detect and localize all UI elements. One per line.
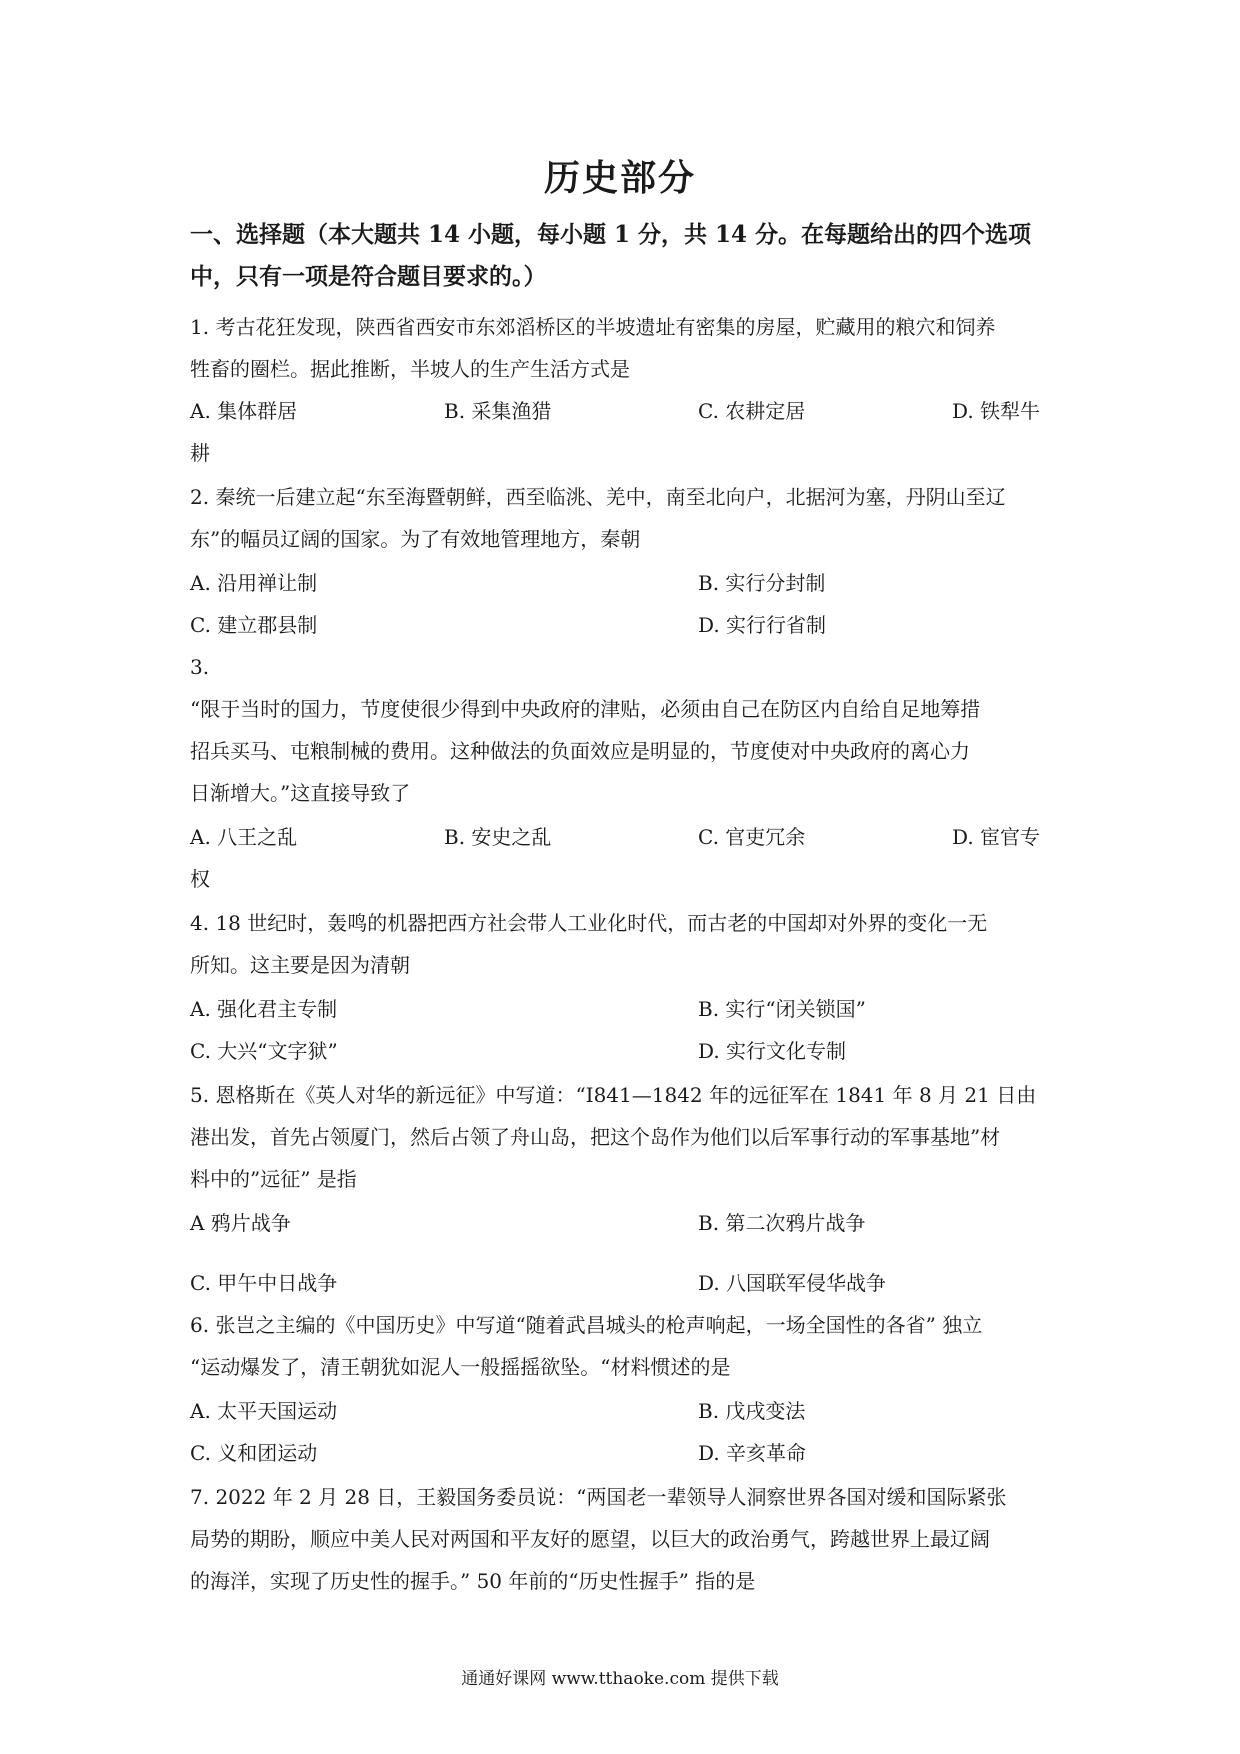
section-heading-line-1: 一、选择题（本大题共 14 小题，每小题 1 分，共 14 分。在每题给出的四个选项 xyxy=(190,221,1032,248)
question-4-option-d: D. 实行文化专制 xyxy=(698,1039,847,1063)
question-6-option-a: A. 太平天国运动 xyxy=(190,1399,338,1423)
question-5-line-3: 料中的”远征” 是指 xyxy=(190,1167,357,1191)
question-3-option-d: D. 宦官专 xyxy=(952,825,1041,849)
question-6-line-1: 6. 张岂之主编的《中国历史》中写道“随着武昌城头的枪声响起，一场全国性的各省” 独立 xyxy=(190,1313,983,1337)
question-2-option-c: C. 建立郡县制 xyxy=(190,613,318,637)
question-5-option-c: C. 甲午中日战争 xyxy=(190,1271,338,1295)
question-2-option-d: D. 实行行省制 xyxy=(698,613,827,637)
question-4-option-c: C. 大兴“文字狱” xyxy=(190,1039,338,1063)
question-5-line-2: 港出发，首先占领厦门，然后占领了舟山岛，把这个岛作为他们以后军事行动的军事基地”材 xyxy=(190,1125,1001,1149)
question-6-line-2: “运动爆发了，清王朝犹如泥人一般摇摇欲坠。“材料惯述的是 xyxy=(190,1355,731,1379)
question-5-option-a: A 鸦片战争 xyxy=(190,1211,291,1235)
question-3-option-c: C. 官吏冗余 xyxy=(698,825,806,849)
question-3-number: 3. xyxy=(190,655,210,679)
question-2-option-a: A. 沿用禅让制 xyxy=(190,571,318,595)
question-7-line-3: 的海洋，实现了历史性的握手。” 50 年前的“历史性握手” 指的是 xyxy=(190,1569,756,1593)
question-4-option-a: A. 强化君主专制 xyxy=(190,997,338,1021)
question-3-line-2: 招兵买马、屯粮制械的费用。这种做法的负面效应是明显的，节度使对中央政府的离心力 xyxy=(190,739,970,763)
question-1-option-d: D. 铁犁牛 xyxy=(952,399,1041,423)
question-6-option-d: D. 辛亥革命 xyxy=(698,1441,807,1465)
page-title: 历史部分 xyxy=(543,157,696,199)
question-3-option-b: B. 安史之乱 xyxy=(444,825,552,849)
question-5-option-b: B. 第二次鸦片战争 xyxy=(698,1211,866,1235)
question-2-line-2: 东”的幅员辽阔的国家。为了有效地管理地方，秦朝 xyxy=(190,527,641,551)
section-heading-line-2: 中，只有一项是符合题目要求的。） xyxy=(190,263,547,290)
question-5-line-1: 5. 恩格斯在《英人对华的新远征》中写道：“I841—1842 年的远征军在 1841 年 8 月 21 日由 xyxy=(190,1083,1037,1107)
question-7-line-1: 7. 2022 年 2 月 28 日，王毅国务委员说：“两国老一辈领导人洞察世界各国对缓和国际紧张 xyxy=(190,1485,1007,1509)
question-3-option-d-wrap: 权 xyxy=(190,867,210,891)
question-6-option-b: B. 戊戌变法 xyxy=(698,1399,806,1423)
question-7-line-2: 局势的期盼，顺应中美人民对两国和平友好的愿望，以巨大的政治勇气，跨越世界上最辽阔 xyxy=(190,1527,990,1551)
question-1-option-d-wrap: 耕 xyxy=(190,441,210,465)
question-6-option-c: C. 义和团运动 xyxy=(190,1441,318,1465)
question-1-option-a: A. 集体群居 xyxy=(190,399,298,423)
question-3-option-a: A. 八王之乱 xyxy=(190,825,298,849)
question-2-option-b: B. 实行分封制 xyxy=(698,571,826,595)
question-3-line-1: “限于当时的国力，节度使很少得到中央政府的津贴，必须由自己在防区内自给自足地筹措 xyxy=(190,697,981,721)
question-4-line-1: 4. 18 世纪时，轰鸣的机器把西方社会带人工业化时代，而古老的中国却对外界的变化一无 xyxy=(190,911,988,935)
question-4-option-b: B. 实行“闭关锁国” xyxy=(698,997,866,1021)
question-3-line-3: 日渐增大。”这直接导致了 xyxy=(190,781,411,805)
question-2-line-1: 2. 秦统一后建立起“东至海暨朝鲜，西至临洮、羌中，南至北向户，北据河为塞，丹阴山至辽 xyxy=(190,485,1006,509)
question-1-line-1: 1. 考古花狂发现，陕西省西安市东郊滔桥区的半坡遗址有密集的房屋，贮藏用的粮穴和饲养 xyxy=(190,315,996,339)
question-1-option-b: B. 采集渔猎 xyxy=(444,399,552,423)
question-1-option-c: C. 农耕定居 xyxy=(698,399,806,423)
page-footer: 通通好课网 www.tthaoke.com 提供下载 xyxy=(461,1669,779,1689)
question-1-line-2: 牲畜的圈栏。据此推断，半坡人的生产生活方式是 xyxy=(190,357,630,381)
question-5-option-d: D. 八国联军侵华战争 xyxy=(698,1271,887,1295)
question-4-line-2: 所知。这主要是因为清朝 xyxy=(190,953,410,977)
